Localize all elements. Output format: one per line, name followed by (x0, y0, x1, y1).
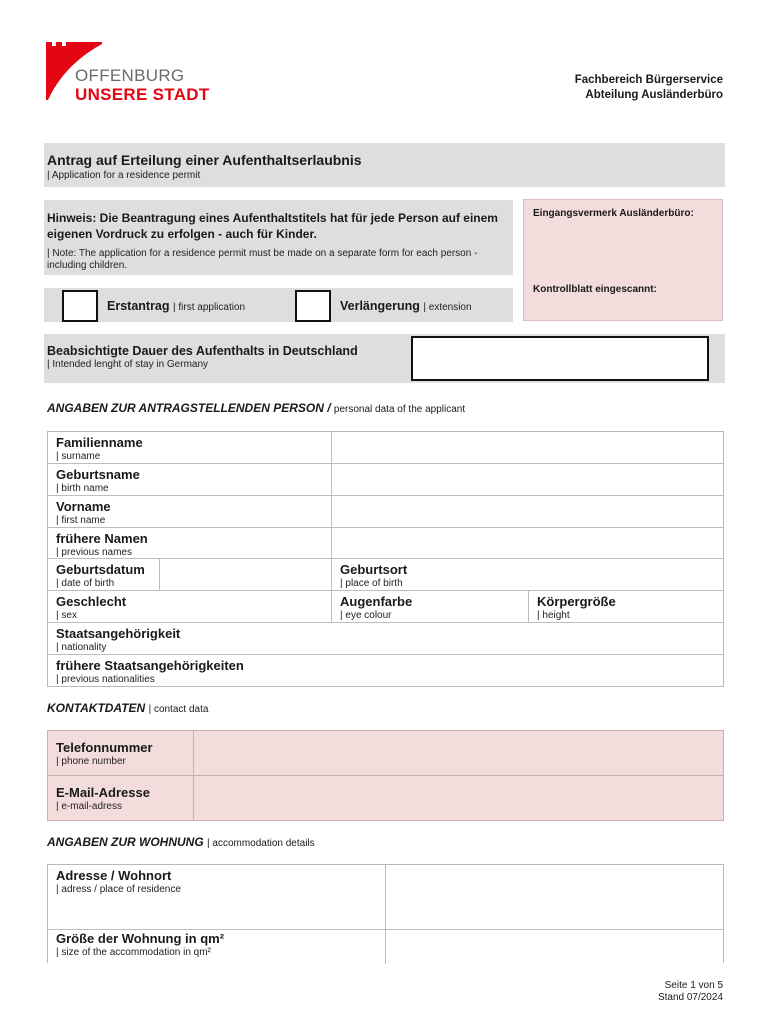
height-sublabel: | height (537, 610, 570, 621)
birthname-label-cell (48, 464, 332, 496)
application-type-box (44, 288, 513, 322)
sex-label: Geschlecht (56, 594, 127, 609)
prevnames-input[interactable] (332, 528, 723, 559)
size-sublabel: | size of the accommodation in qm² (56, 947, 211, 958)
nationality-cell[interactable] (48, 623, 723, 655)
first-application-label: Erstantrag | first application (107, 299, 246, 313)
dob-input[interactable] (160, 559, 332, 591)
page-subtitle: | Application for a residence permit (47, 170, 201, 181)
dob-label-cell (48, 559, 160, 591)
title-box (44, 143, 725, 187)
department-line-1: Fachbereich Bürgerservice (574, 74, 723, 86)
eye-colour-sublabel: | eye colour (340, 610, 392, 621)
prev-nationalities-cell[interactable] (48, 655, 723, 686)
extension-label: Verlängerung | extension (340, 299, 472, 313)
extension-checkbox[interactable] (295, 290, 331, 322)
sex-cell[interactable] (48, 591, 332, 623)
email-sublabel: | e-mail-adress (56, 801, 122, 812)
scanned-label: Kontrollblatt eingescannt: (533, 284, 657, 295)
page-title: Antrag auf Erteilung einer Aufenthaltserlaubnis (47, 152, 362, 168)
contact-heading: KONTAKTDATEN | contact data (47, 701, 209, 715)
birthname-label: Geburtsname (56, 467, 140, 482)
firstname-label-cell (48, 496, 332, 528)
email-input[interactable] (194, 776, 723, 820)
dob-label: Geburtsdatum (56, 562, 145, 577)
nationality-label: Staatsangehörigkeit (56, 626, 181, 641)
address-label: Adresse / Wohnort (56, 868, 172, 883)
stay-duration-input[interactable] (411, 336, 709, 381)
office-use-box (523, 199, 723, 321)
prevnames-label-cell (48, 528, 332, 559)
pob-cell[interactable] (332, 559, 723, 591)
size-label-cell (48, 930, 386, 964)
phone-input[interactable] (194, 731, 723, 776)
birthname-sublabel: | birth name (56, 483, 109, 494)
pob-label: Geburtsort (340, 562, 408, 577)
address-input[interactable] (386, 865, 723, 930)
email-label-cell (48, 776, 194, 820)
prev-nationalities-label: frühere Staatsangehörigkeiten (56, 658, 244, 673)
prevnames-label: frühere Namen (56, 531, 148, 546)
firstname-input[interactable] (332, 496, 723, 528)
firstname-label: Vorname (56, 499, 111, 514)
surname-label: Familienname (56, 435, 143, 450)
nationality-sublabel: | nationality (56, 642, 107, 653)
email-label: E-Mail-Adresse (56, 785, 150, 800)
sex-sublabel: | sex (56, 610, 77, 621)
phone-label-cell (48, 731, 194, 776)
notice-text: Hinweis: Die Beantragung eines Aufenthaltstitels hat für jede Person auf einem eigenen Vordruck zu erfolgen - auch für Kinder. (47, 211, 498, 241)
surname-input[interactable] (332, 432, 723, 464)
height-label: Körpergröße (537, 594, 616, 609)
notice-box (44, 200, 513, 275)
accommodation-table (47, 864, 724, 963)
stay-duration-box (44, 334, 725, 383)
personal-data-heading: ANGABEN ZUR ANTRAGSTELLENDEN PERSON / personal data of the applicant (47, 401, 466, 415)
personal-data-table (47, 431, 724, 687)
prev-nationalities-sublabel: | previous nationalities (56, 674, 155, 685)
prevnames-sublabel: | previous names (56, 547, 132, 558)
height-cell[interactable] (529, 591, 723, 623)
firstname-sublabel: | first name (56, 515, 106, 526)
surname-sublabel: | surname (56, 451, 101, 462)
received-stamp-label: Eingangsvermerk Ausländerbüro: (533, 208, 694, 219)
surname-label-cell (48, 432, 332, 464)
eye-colour-cell[interactable] (332, 591, 529, 623)
accommodation-heading: ANGABEN ZUR WOHNUNG | accommodation details (47, 835, 315, 849)
first-application-checkbox[interactable] (62, 290, 98, 322)
size-label: Größe der Wohnung in qm² (56, 931, 225, 946)
logo-line-1: OFFENBURG (75, 66, 185, 85)
address-sublabel: | adress / place of residence (56, 884, 181, 895)
logo-line-2: UNSERE STADT (75, 85, 210, 104)
address-label-cell (48, 865, 386, 930)
stay-duration-label: Beabsichtigte Dauer des Aufenthalts in Deutschland (47, 344, 358, 358)
pob-sublabel: | place of birth (340, 578, 403, 589)
contact-table (47, 730, 724, 821)
size-input[interactable] (386, 930, 723, 964)
stay-duration-sublabel: | Intended lenght of stay in Germany (47, 359, 209, 370)
city-logo (44, 40, 219, 106)
form-version: Stand 07/2024 (657, 992, 723, 1003)
birthname-input[interactable] (332, 464, 723, 496)
department-line-2: Abteilung Ausländerbüro (585, 89, 723, 101)
eye-colour-label: Augenfarbe (340, 594, 413, 609)
page-number: Seite 1 von 5 (664, 980, 723, 991)
phone-sublabel: | phone number (56, 756, 126, 767)
notice-subtext: | Note: The application for a residence permit must be made on a separate form for each person - including children. (47, 248, 478, 271)
phone-label: Telefonnummer (56, 740, 153, 755)
dob-sublabel: | date of birth (56, 578, 115, 589)
